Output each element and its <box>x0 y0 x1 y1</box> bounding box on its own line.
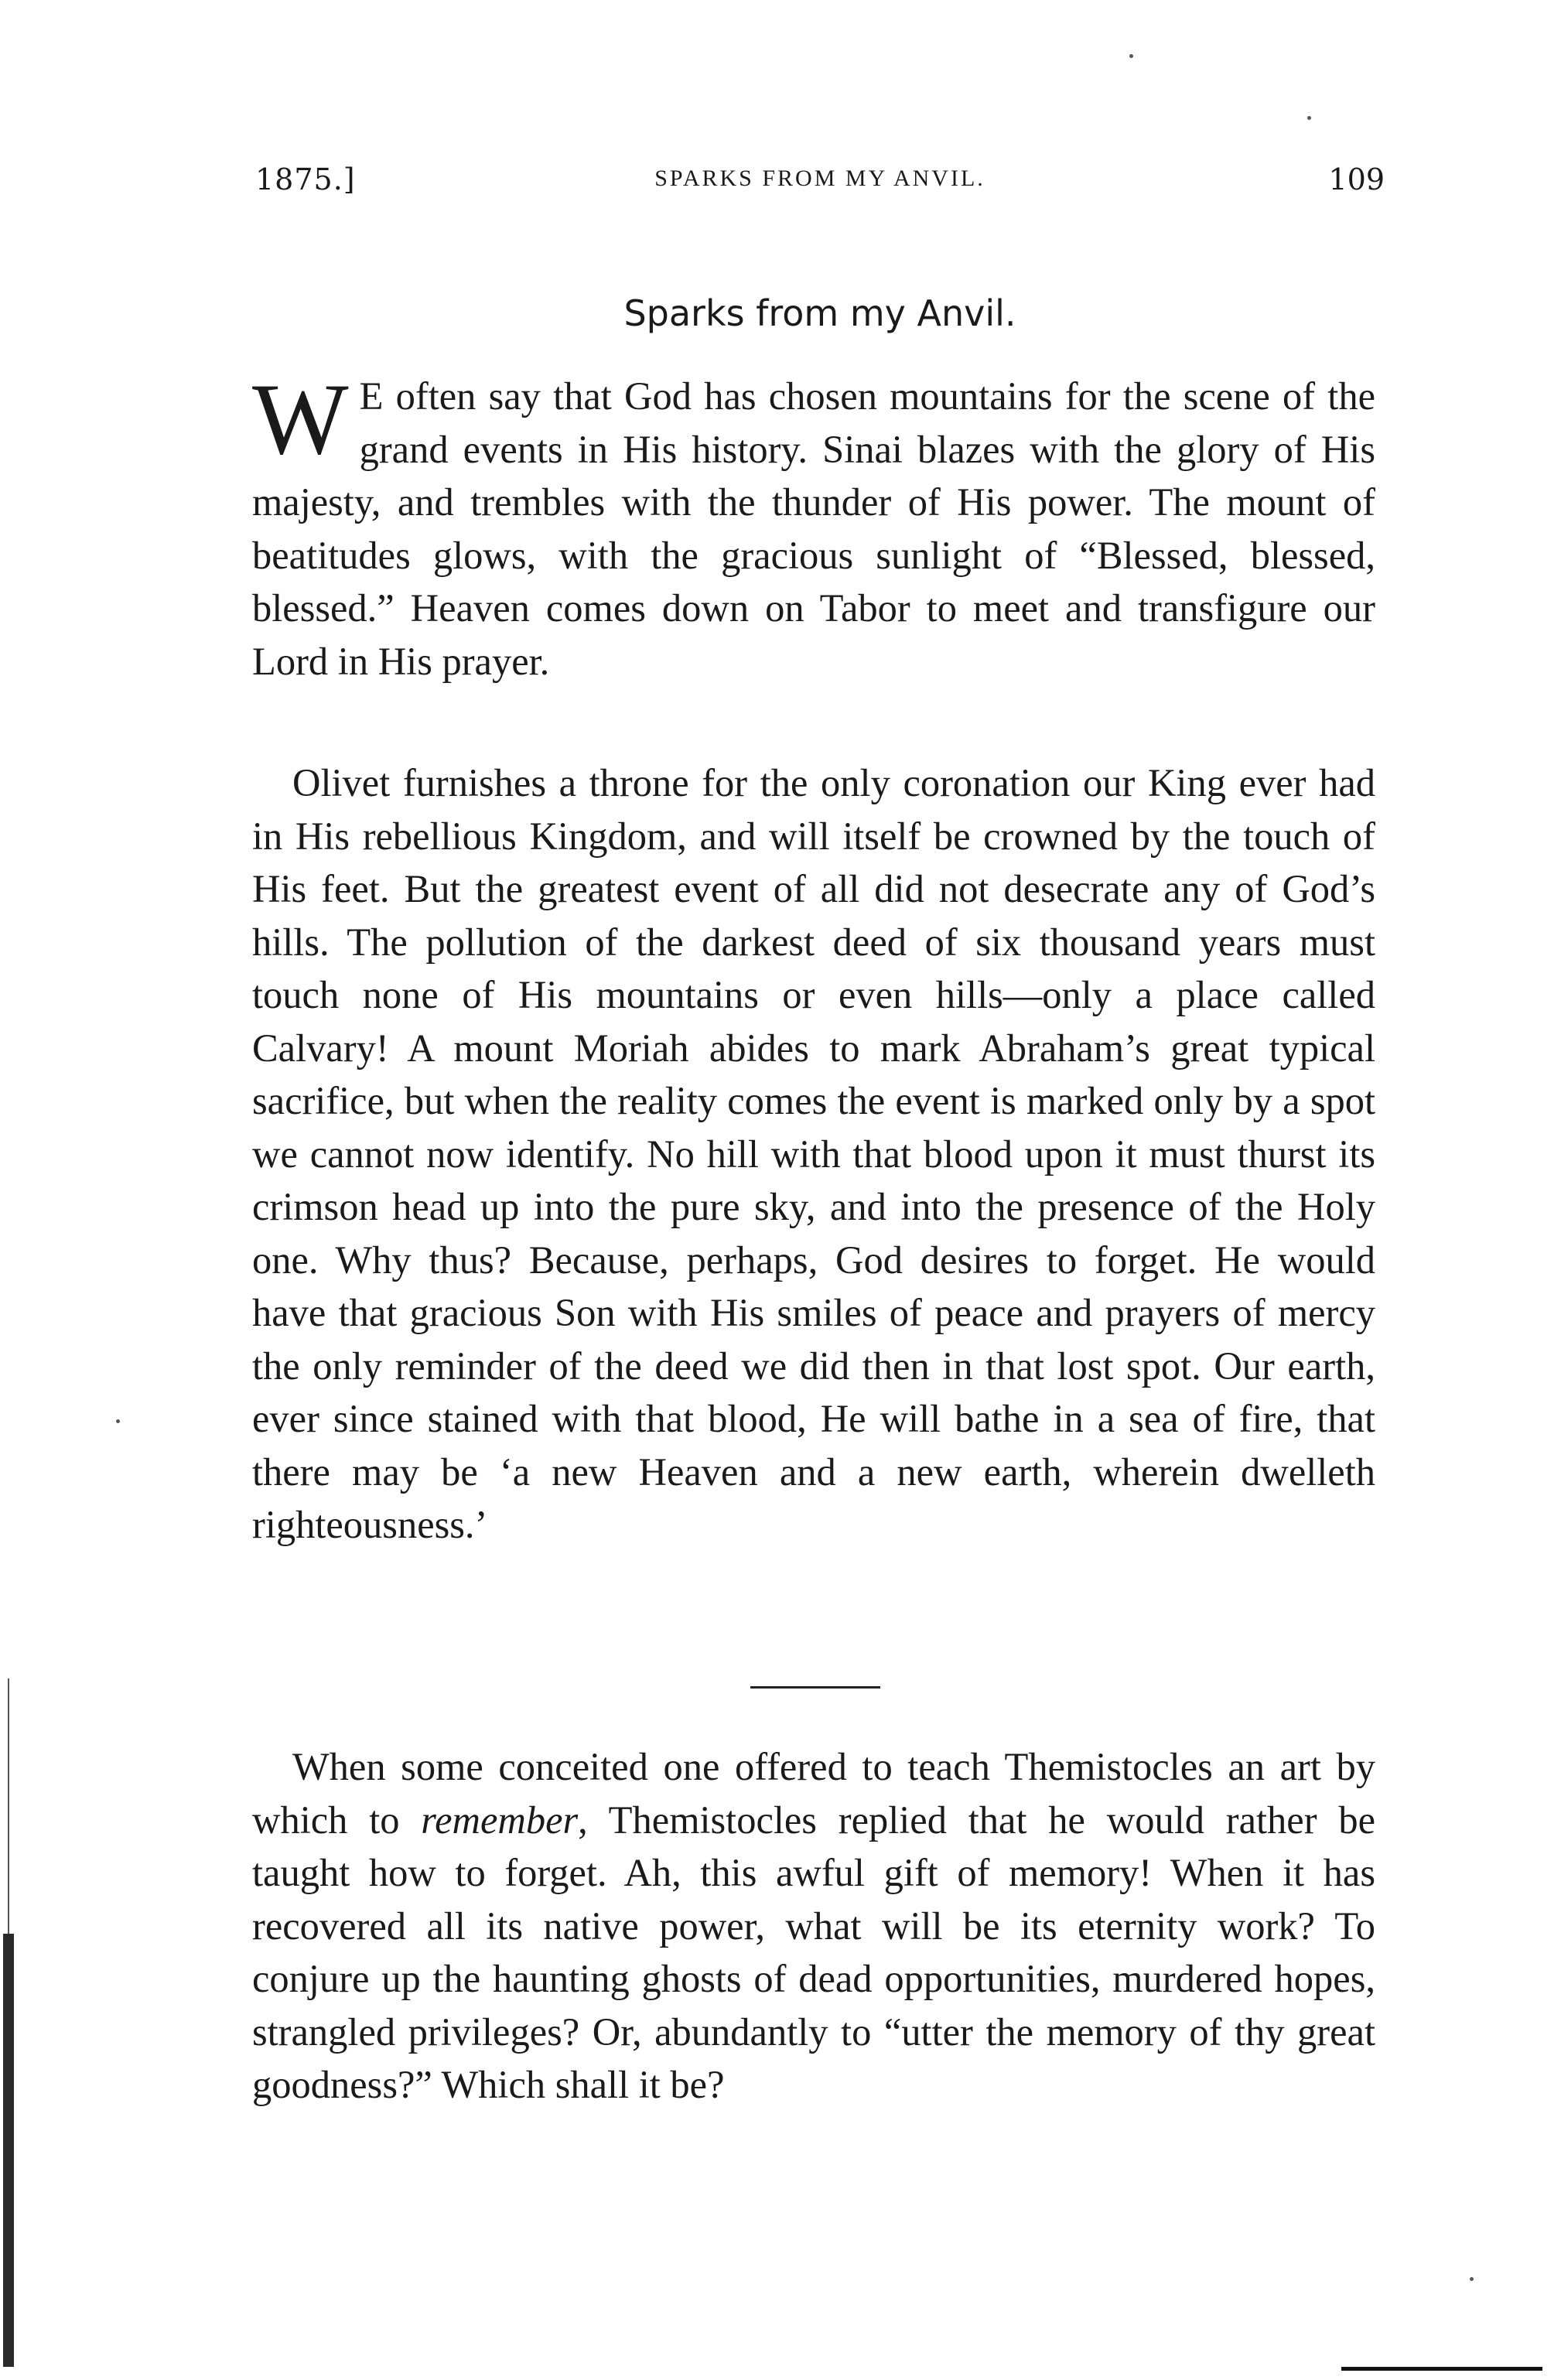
running-head <box>255 162 1385 209</box>
paragraph-3-italic: remember <box>421 1798 579 1842</box>
scan-speck <box>1307 116 1311 120</box>
scan-speck <box>1470 2277 1474 2281</box>
section-separator <box>750 1686 880 1689</box>
scan-margin-edge <box>3 1934 14 2367</box>
paragraph-3-text-end: , Themistocles replied that he would rather be taught how to forget. Ah, this awful gift of memory! When it has recovered all its native power, what will be its eternity work? To conjure up the haunting ghosts of dead opportunities, murdered hopes, strangled privileges? Or, abundantly to “utter the memory of thy great goodness?” Which shall it be? <box>252 1798 1375 2106</box>
paragraph-3 <box>252 1740 1375 2112</box>
paragraph-3-text-start: When some conceited one offered to teach Themistocles an art by which to <box>252 1745 1375 1842</box>
article-title: Sparks from my Anvil. <box>623 292 1016 334</box>
paragraph-1 <box>252 362 1375 688</box>
scan-speck <box>1129 54 1133 58</box>
paragraph-2-text: Olivet furnishes a throne for the only coronation our King ever had in His rebellious Kingdom, and will itself be crowned by the touch of His feet. But the greatest event of all did not desecrate any of God’s hills. The pollution of the darkest deed of six thousand years must touch none of His mountains or even hills—only a place called Calvary! A mount Moriah abides to mark Abraham’s great typical sacrifice, but when the reality comes the event is marked only by a spot we cannot now identify. No hill with that blood upon it must thurst its crimson head up into the pure sky, and into the presence of the Holy one. Why thus? Because, perhaps, God desires to forget. He would have that gracious Son with His smiles of peace and prayers of mercy the only reminder of the deed we did then in that lost spot. Our earth, ever since stained with that blood, He will bathe in a sea of fire, that there may be ‘a new Heaven and a new earth, wherein dwelleth righteousness.’ <box>252 761 1375 1546</box>
header-year: 1875.] <box>255 162 356 196</box>
first-word-rest: E <box>359 374 384 418</box>
drop-cap: W <box>252 362 349 476</box>
paragraph-1-text: often say that God has chosen mountains for the scene of the grand events in His history. Sinai blazes with the glory of His majesty, and trembles with the thunder of His power. The mount of beatitudes glows, with the gracious sunlight of “Blessed, blessed, blessed.” Heaven comes down on Tabor to meet and transfigure our Lord in His prayer. <box>252 374 1375 683</box>
scan-margin-mark <box>8 1678 9 1934</box>
page-number: 109 <box>1328 162 1385 196</box>
paragraph-2 <box>252 756 1375 1552</box>
header-running-title: SPARKS FROM MY ANVIL. <box>654 166 985 191</box>
scan-corner-mark <box>1341 2367 1542 2371</box>
scan-speck <box>116 1419 120 1423</box>
